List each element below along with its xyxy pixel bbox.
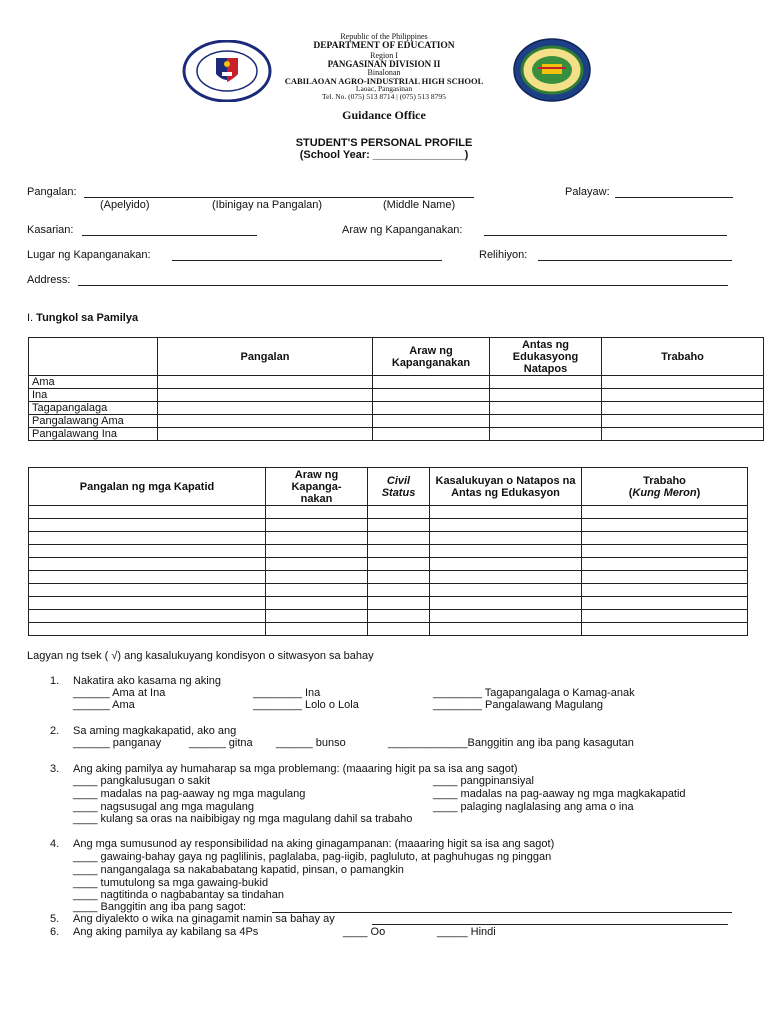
table-cell[interactable]: [368, 545, 430, 558]
table-cell[interactable]: [29, 545, 266, 558]
table-cell[interactable]: [490, 415, 602, 428]
q1-option-ama[interactable]: ______ Ama: [73, 699, 135, 711]
table-row: [29, 376, 764, 389]
table-cell[interactable]: [430, 597, 582, 610]
address-label: Address:: [27, 274, 71, 286]
kasarian-field[interactable]: [82, 225, 257, 236]
table-cell[interactable]: [29, 519, 266, 532]
table-cell[interactable]: [29, 506, 266, 519]
table-cell[interactable]: [158, 376, 373, 389]
header-region: Region I: [370, 51, 398, 60]
kasarian-label: Kasarian:: [27, 224, 74, 236]
q2-option-bunso[interactable]: ______ bunso: [276, 737, 346, 749]
table-row: [29, 402, 764, 415]
table-cell[interactable]: [158, 415, 373, 428]
row-label-pangalawang-ama: Pangalawang Ama: [29, 415, 158, 428]
section-number: I.: [27, 312, 37, 324]
family-header-araw: Araw ng Kapanganakan: [373, 338, 490, 376]
address-field[interactable]: [78, 275, 728, 286]
q5-field[interactable]: [372, 914, 728, 925]
pangalan-label: Pangalan:: [27, 186, 77, 198]
table-row: [29, 415, 764, 428]
palayaw-field[interactable]: [615, 187, 733, 198]
form-title: STUDENT'S PERSONAL PROFILE: [295, 137, 473, 149]
q1-text: Nakatira ako kasama ng aking: [73, 675, 221, 687]
table-cell[interactable]: [490, 402, 602, 415]
q4-number: 4.: [50, 838, 60, 850]
table-cell[interactable]: [266, 597, 368, 610]
table-cell[interactable]: [266, 558, 368, 571]
q2-option-iba-pa[interactable]: _____________Banggitin ang iba pang kasagutan: [388, 737, 634, 749]
q1-option-ina[interactable]: ________ Ina: [253, 687, 321, 699]
lugar-field[interactable]: [172, 250, 442, 261]
row-label-ina: Ina: [29, 389, 158, 402]
lugar-label: Lugar ng Kapanganakan:: [27, 249, 151, 261]
table-cell[interactable]: [430, 545, 582, 558]
table-cell[interactable]: [29, 597, 266, 610]
table-cell[interactable]: [430, 584, 582, 597]
school-seal-logo: [512, 38, 592, 102]
table-cell[interactable]: [29, 571, 266, 584]
table-cell[interactable]: [29, 584, 266, 597]
q6-number: 6.: [50, 926, 60, 938]
header-deped: DEPARTMENT OF EDUCATION: [313, 41, 455, 51]
table-cell[interactable]: [490, 376, 602, 389]
table-cell[interactable]: [373, 415, 490, 428]
table-cell[interactable]: [266, 545, 368, 558]
table-cell[interactable]: [368, 571, 430, 584]
q4-iba-pa-field[interactable]: [272, 902, 732, 913]
q3-option-away-magulang[interactable]: ____ madalas na pag-aaway ng mga magulang: [73, 788, 306, 800]
table-cell[interactable]: [430, 571, 582, 584]
table-cell[interactable]: [373, 402, 490, 415]
q3-option-kulang-oras[interactable]: ____ kulang sa oras na naibibigay ng mga magulang dahil sa trabaho: [73, 813, 413, 825]
table-row: [29, 571, 748, 584]
table-cell[interactable]: [430, 506, 582, 519]
table-row: [29, 545, 748, 558]
table-cell[interactable]: [368, 610, 430, 623]
q3-option-pangpinansiyal[interactable]: ____ pangpinansiyal: [433, 775, 534, 787]
table-cell[interactable]: [582, 506, 748, 519]
table-cell[interactable]: [582, 597, 748, 610]
pangalan-field[interactable]: [84, 187, 474, 198]
table-cell[interactable]: [266, 623, 368, 636]
table-cell[interactable]: [373, 376, 490, 389]
table-cell[interactable]: [158, 428, 373, 441]
table-cell[interactable]: [266, 610, 368, 623]
header-tel: Tel. No. (075) 513 8714 | (075) 513 8795: [322, 92, 446, 101]
q1-option-pangalawang-magulang[interactable]: ________ Pangalawang Magulang: [433, 699, 604, 711]
q6-text: Ang aking pamilya ay kabilang sa 4Ps: [73, 926, 259, 938]
table-row: [29, 506, 748, 519]
table-cell[interactable]: [582, 545, 748, 558]
q2-text: Sa aming magkakapatid, ako ang: [73, 725, 237, 737]
table-row: [29, 389, 764, 402]
table-row: [29, 584, 748, 597]
family-header-antas: Antas ng Edukasyong Natapos: [490, 338, 602, 376]
middle-name-caption: (Middle Name): [383, 199, 456, 211]
family-header-trabaho: Trabaho: [602, 338, 764, 376]
table-cell[interactable]: [368, 558, 430, 571]
office-title: Guidance Office: [342, 108, 426, 122]
table-cell[interactable]: [29, 532, 266, 545]
table-cell[interactable]: [368, 519, 430, 532]
sibling-header-kung-meron: Kung Meron: [632, 486, 697, 499]
table-cell[interactable]: [266, 519, 368, 532]
table-row: [29, 558, 748, 571]
q1-number: 1.: [50, 675, 60, 687]
deped-seal-logo: [182, 40, 272, 102]
table-row: [29, 597, 748, 610]
header-school: CABILAOAN AGRO-INDUSTRIAL HIGH SCHOOL: [284, 76, 484, 86]
table-cell[interactable]: [602, 428, 764, 441]
araw-kapanganakan-label: Araw ng Kapanganakan:: [342, 224, 463, 236]
q5-text: Ang diyalekto o wika na ginagamit namin sa bahay ay: [73, 913, 335, 925]
table-row: [29, 519, 748, 532]
sibling-header-row: [29, 468, 748, 506]
table-row: [29, 610, 748, 623]
table-cell[interactable]: [582, 584, 748, 597]
table-cell[interactable]: [602, 376, 764, 389]
school-year-label: (School Year: _______________): [299, 149, 469, 161]
header-address: Laoac, Pangasinan: [355, 84, 413, 93]
row-label-tagapangalaga: Tagapangalaga: [29, 402, 158, 415]
table-cell[interactable]: [602, 389, 764, 402]
table-cell[interactable]: [373, 389, 490, 402]
q3-number: 3.: [50, 763, 60, 775]
table-cell[interactable]: [490, 428, 602, 441]
header-republic: Republic of the Philippines: [340, 32, 428, 41]
family-table: [28, 337, 764, 441]
sibling-header-trabaho: Trabaho (Kung Meron): [582, 468, 748, 506]
q3-text: Ang aking pamilya ay humaharap sa mga problemang: (maaaring higit pa sa isa ang sagot): [73, 763, 518, 775]
relihiyon-field[interactable]: [538, 250, 732, 261]
q1-option-tagapangalaga[interactable]: ________ Tagapangalaga o Kamag-anak: [433, 687, 635, 699]
q6-option-hindi[interactable]: _____ Hindi: [437, 926, 496, 938]
table-cell[interactable]: [430, 532, 582, 545]
q4-option-gawaing-bukid[interactable]: ____ tumutulong sa mga gawaing-bukid: [73, 877, 269, 889]
table-cell[interactable]: [266, 532, 368, 545]
sibling-table: [28, 467, 748, 636]
table-cell[interactable]: [582, 519, 748, 532]
q4-text: Ang mga sumusunod ay responsibilidad na aking ginagampanan: (maaaring higit sa isa ang sagot): [73, 838, 555, 850]
table-cell[interactable]: [266, 506, 368, 519]
q4-option-nagtitinda[interactable]: ____ nagtitinda o nagbabantay sa tindahan: [73, 889, 285, 901]
table-row: [29, 532, 748, 545]
section-heading: [27, 312, 138, 324]
q2-option-panganay[interactable]: ______ panganay: [73, 737, 162, 749]
table-cell[interactable]: [602, 402, 764, 415]
q4-option-gawaing-bahay[interactable]: ____ gawaing-bahay gaya ng paglilinis, paglalaba, pag-iigib, pagluluto, at paghuhugas ng pinggan: [73, 851, 552, 863]
q3-option-naglalasing[interactable]: ____ palaging naglalasing ang ama o ina: [433, 801, 634, 813]
sibling-header-pangalan: Pangalan ng mga Kapatid: [29, 468, 266, 506]
table-cell[interactable]: [368, 623, 430, 636]
ibinigay-caption: (Ibinigay na Pangalan): [212, 199, 323, 211]
header-town: Binalonan: [367, 68, 401, 77]
q3-option-nagsusugal[interactable]: ____ nagsusugal ang mga magulang: [73, 801, 255, 813]
table-cell[interactable]: [266, 584, 368, 597]
row-label-ama: Ama: [29, 376, 158, 389]
q2-number: 2.: [50, 725, 60, 737]
family-header-blank: [29, 338, 158, 376]
sibling-header-araw: Araw ng Kapanga-nakan: [266, 468, 368, 506]
table-cell[interactable]: [266, 571, 368, 584]
table-cell[interactable]: [602, 415, 764, 428]
family-header-pangalan: Pangalan: [158, 338, 373, 376]
table-cell[interactable]: [368, 597, 430, 610]
apelyido-caption: (Apelyido): [100, 199, 150, 211]
table-cell[interactable]: [582, 558, 748, 571]
table-cell[interactable]: [582, 571, 748, 584]
table-cell[interactable]: [430, 558, 582, 571]
table-cell[interactable]: [490, 389, 602, 402]
table-cell[interactable]: [158, 402, 373, 415]
section-title: Tungkol sa Pamilya: [36, 312, 139, 324]
table-cell[interactable]: [158, 389, 373, 402]
q3-option-away-magkakapatid[interactable]: ____ madalas na pag-aaway ng mga magkakapatid: [433, 788, 686, 800]
sibling-header-civil-status: Civil Status: [368, 468, 430, 506]
q6-option-oo[interactable]: ____ Oo: [343, 926, 386, 938]
table-cell[interactable]: [29, 558, 266, 571]
table-cell[interactable]: [373, 428, 490, 441]
table-cell[interactable]: [582, 623, 748, 636]
q1-option-ama-at-ina[interactable]: ______ Ama at Ina: [73, 687, 166, 699]
q4-option-nangangalaga[interactable]: ____ nangangalaga sa nakababatang kapatid, pinsan, o pamangkin: [73, 864, 404, 876]
table-row: [29, 623, 748, 636]
table-cell[interactable]: [29, 623, 266, 636]
table-row: [29, 428, 764, 441]
q1-option-lolo-lola[interactable]: ________ Lolo o Lola: [253, 699, 359, 711]
instructions-text: Lagyan ng tsek ( √) ang kasalukuyang kondisyon o sitwasyon sa bahay: [27, 650, 374, 662]
table-cell[interactable]: [430, 623, 582, 636]
table-cell[interactable]: [430, 519, 582, 532]
sibling-header-edukasyon: Kasalukuyan o Natapos na Antas ng Edukasyon: [430, 468, 582, 506]
q3-option-pangkalusugan[interactable]: ____ pangkalusugan o sakit: [73, 775, 210, 787]
araw-kapanganakan-field[interactable]: [484, 225, 727, 236]
table-cell[interactable]: [582, 610, 748, 623]
table-cell[interactable]: [368, 506, 430, 519]
header-division: PANGASINAN DIVISION II: [327, 59, 441, 69]
palayaw-label: Palayaw:: [565, 186, 610, 198]
table-cell[interactable]: [368, 532, 430, 545]
q2-option-gitna[interactable]: ______ gitna: [189, 737, 253, 749]
row-label-pangalawang-ina: Pangalawang Ina: [29, 428, 158, 441]
q5-number: 5.: [50, 913, 60, 925]
table-cell[interactable]: [582, 532, 748, 545]
table-cell[interactable]: [29, 610, 266, 623]
family-header-row: [29, 338, 764, 376]
q4-option-iba-pa: ____ Banggitin ang iba pang sagot:: [73, 901, 247, 913]
table-cell[interactable]: [430, 610, 582, 623]
table-cell[interactable]: [368, 584, 430, 597]
sibling-header-trabaho-label: Trabaho: [643, 474, 686, 487]
relihiyon-label: Relihiyon:: [479, 249, 528, 261]
